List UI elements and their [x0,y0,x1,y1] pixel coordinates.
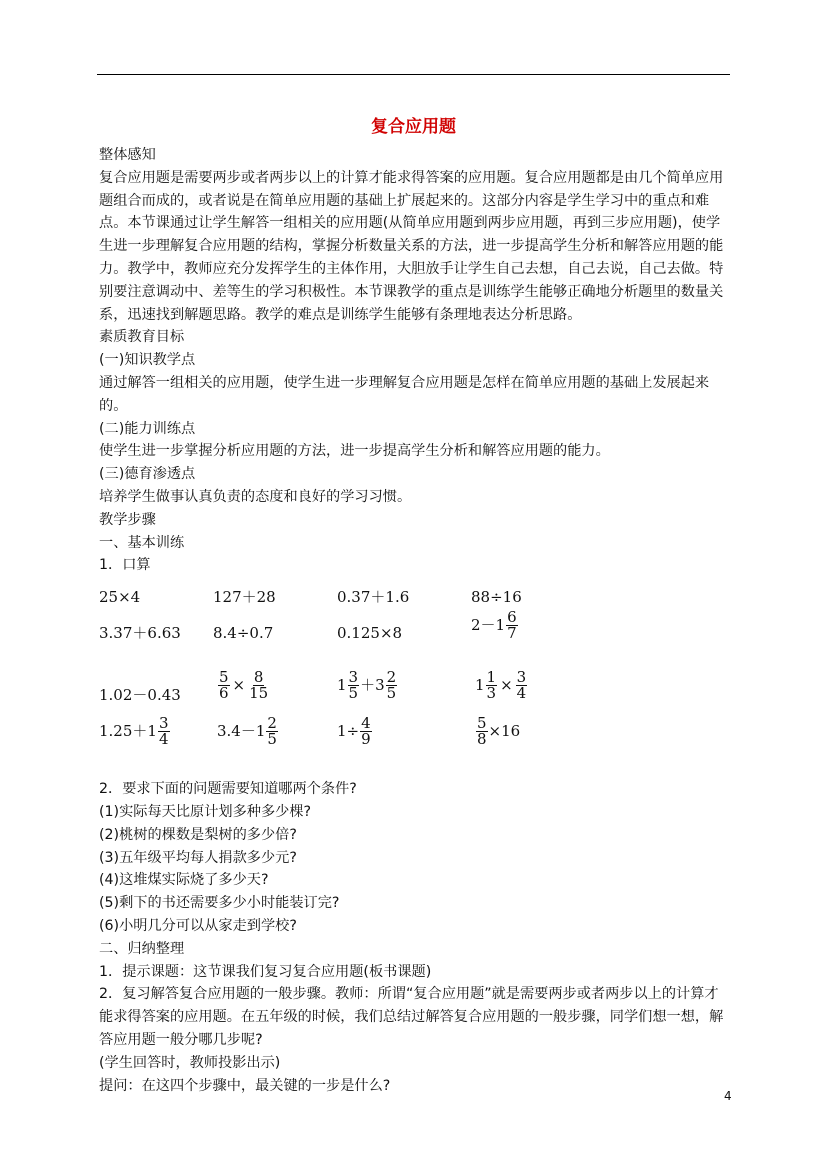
fraction [248,670,269,701]
calc-expr: 0.37＋1.6 [337,588,410,607]
calc-text: ＋3 [360,676,385,695]
denominator: 4 [158,730,169,749]
numerator: 5 [219,668,229,687]
calc-expr [217,670,270,701]
numerator: 1 [486,668,497,687]
calc-expr: 0.125×8 [337,624,403,643]
calc-expr: 1.02－0.43 [99,686,181,705]
calc-expr: 88÷16 [471,588,522,607]
fraction [348,670,360,701]
calc-expr [337,670,398,701]
question-5: (5)剩下的书还需要多少小时能装订完? [99,895,340,912]
calc-expr [475,670,528,701]
item-oral-calc: 1．口算 [99,557,151,574]
question-2: (2)桃树的棵数是梨树的多少倍? [99,826,297,843]
numerator: 2 [267,714,277,733]
ability-paragraph: 使学生进一步掌握分析应用题的方法，进一步提高学生分析和解答应用题的能力。 [99,443,610,460]
student-answer-note: (学生回答时，教师投影出示) [99,1054,281,1071]
denominator: 6 [219,684,229,703]
fraction [218,670,230,701]
header-rule [97,74,730,75]
numerator: 5 [477,714,487,733]
page-number: 4 [724,1089,732,1103]
calc-expr [471,610,519,641]
heading-basic-training: 一、基本训练 [99,534,185,551]
calc-expr [99,716,171,747]
denominator: 5 [386,684,397,703]
heading-ability: (二)能力训练点 [99,420,196,437]
numerator: 6 [507,608,517,627]
oral-calc-grid [99,580,731,776]
calc-text: 1.25＋1 [99,722,157,741]
heading-summary: 二、归纳整理 [99,940,185,957]
calc-expr [217,716,279,747]
calc-text: 1 [337,676,347,695]
denominator: 5 [267,730,277,749]
calc-text: 3.4－1 [217,722,266,741]
fraction [476,716,488,747]
moral-paragraph: 培养学生做事认真负责的态度和良好的学习习惯。 [99,488,412,505]
fraction [516,670,528,701]
heading-moral: (三)德育渗透点 [99,466,196,483]
calc-text: × [232,676,246,695]
calc-expr: 8.4÷0.7 [213,624,274,643]
question-3: (3)五年级平均每人捐款多少元? [99,849,297,866]
question-4: (4)这堆煤实际烧了多少天? [99,872,269,889]
fraction [486,670,498,701]
numerator: 4 [361,714,371,733]
calc-expr: 3.37＋6.63 [99,624,181,643]
calc-text: 1÷ [337,722,360,741]
numerator: 3 [158,714,169,733]
numerator: 3 [516,668,527,687]
fraction [158,716,170,747]
item-conditions: 2．要求下面的问题需要知道哪两个条件? [99,781,357,798]
denominator: 9 [361,730,371,749]
fraction [266,716,278,747]
calc-text: 2－1 [471,616,506,635]
question-6: (6)小明几分可以从家走到学校? [99,917,297,934]
fraction [386,670,398,701]
calc-expr: 25×4 [99,588,141,607]
heading-goals: 素质教育目标 [99,329,185,346]
denominator: 3 [486,684,497,703]
summary-item-2: 2．复习解答复合应用题的一般步骤。教师：所谓“复合应用题”就是需要两步或者两步以上的计算才能求得答案的应用题。在五年级的时候，我们总结过解答复合应用题的一般步骤，同学们想一想，解答应用题一般分哪几步呢? [99,986,724,1048]
heading-overview: 整体感知 [99,147,156,163]
question-1: (1)实际每天比原计划多种多少棵? [99,803,312,820]
denominator: 15 [249,684,269,703]
document-body [99,144,731,1097]
calc-text: 1 [475,676,485,695]
question-key-step: 提问：在这四个步骤中，最关键的一步是什么? [99,1077,391,1094]
denominator: 7 [507,624,517,643]
denominator: 8 [477,730,487,749]
numerator: 8 [253,668,264,687]
numerator: 2 [386,668,397,687]
fraction [360,716,372,747]
calc-text: ×16 [488,722,521,741]
page-title: 复合应用题 [371,117,456,137]
heading-steps: 教学步骤 [99,511,156,528]
fraction [506,610,518,641]
summary-item-1: 1．提示课题：这节课我们复习复合应用题(板书课题) [99,963,432,980]
calc-expr [337,716,373,747]
overview-paragraph: 复合应用题是需要两步或者两步以上的计算才能求得答案的应用题。复合应用题都是由几个简单应用题组合而成的，或者说是在简单应用题的基础上扩展起来的。这部分内容是学生学习中的重点和难点。本节课通过让学生解答一组相关的应用题(从简单应用题到两步应用题，再到三步应用题)，使学生进一步理解复合应用题的结构，掌握分析数量关系的方法，进一步提高学生分析和解答应用题的能力。教学中，教师应充分发挥学生的主体作用，大胆放手让学生自己去想，自己去说，自己去做。特别要注意调动中、差等生的学习积极性。本节课教学的重点是训练学生能够正确地分析题里的数量关系，迅速找到解题思路。教学的难点是训练学生能够有条理地表达分析思路。 [99,169,724,323]
numerator: 3 [348,668,359,687]
denominator: 5 [348,684,359,703]
calc-expr: 127＋28 [213,588,276,607]
calc-expr [475,716,520,747]
heading-knowledge: (一)知识教学点 [99,352,196,369]
knowledge-paragraph: 通过解答一组相关的应用题，使学生进一步理解复合应用题是怎样在简单应用题的基础上发展起来的。 [99,374,710,414]
denominator: 4 [516,684,527,703]
calc-text: × [500,676,513,695]
